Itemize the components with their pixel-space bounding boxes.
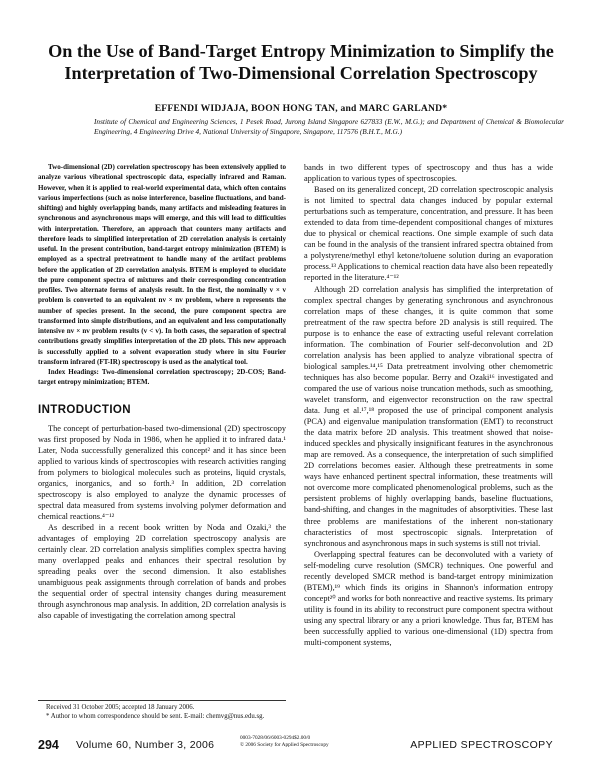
- intro-paragraph-1: The concept of perturbation-based two-dimensional (2D) spectroscopy was first proposed by Noda in 1986, when he applied it to infrared data.¹ Later, Noda successfully generalized this concept² and it has since been applied to various kinds of spectroscopies with research activities ranging from polymers to biological molecules such as proteins, liquid crystals, organics, inorganics, and so forth.³ In addition, 2D correlation spectroscopy is also employed to analyze the dynamic processes of spectral data measured from systems involving polymer deformation and chemical reactions.⁴⁻¹²: [38, 423, 286, 521]
- issn: 0003-7028/06/6003-0294$2.00/0: [240, 735, 311, 741]
- right-paragraph-3: Overlapping spectral features can be deconvoluted with a variety of self-modeling curve resolution (SMCR) techniques. One powerful and recently developed SMCR method is band-target entropy minimization (BTEM),¹⁹ which finds its origins in Shannon's information entropy concept²⁰ and works for both nonreactive and reactive systems. Its primary utility is found in its ability to reconstruct pure component spectra without using any spectral library or any a priori knowledge. Thus far, BTEM has been successfully applied to various one-dimensional (1D) spectra from multi-component systems,: [304, 549, 553, 648]
- index-headings: [38, 367, 286, 388]
- index-terms: Two-dimensional correlation spectroscopy; 2D-COS; Band-target entropy minimization; BTEM.: [38, 368, 286, 387]
- intro-paragraph-2: As described in a recent book written by Noda and Ozaki,³ the advantages of employing 2D correlation spectroscopy analysis are certainly clear. 2D correlation analysis simplifies complex spectra having many overlapped peaks and enhances their spectral resolution by spreading peaks over the second dimension. It also establishes unambiguous peak assignments through correlation of bands and probes the sequential order of spectral intensity changes during measurement through asynchronous map analysis. In addition, 2D correlation analysis is also capable of investigating the correlation among spectral: [38, 522, 286, 621]
- publisher-info: [240, 735, 329, 749]
- page-footer: [38, 735, 553, 755]
- author-list: EFFENDI WIDJAJA, BOON HONG TAN, and MARC GARLAND*: [154, 103, 448, 114]
- footnotes: [38, 700, 286, 721]
- footnote-received: Received 31 October 2005; accepted 18 January 2006.: [46, 704, 195, 711]
- right-paragraph-0: bands in two different types of spectroscopy and thus has a wide application to various types of spectroscopies.: [304, 163, 553, 184]
- left-column: [38, 162, 286, 621]
- copyright: © 2006 Society for Applied Spectroscopy: [240, 742, 329, 749]
- affiliation: Institute of Chemical and Engineering Sciences, 1 Pesek Road, Jurong Island Singapore 627833 (E.W., M.G.); and Department of Chemical & Biomolecular Engineering, 4 Engineering Drive 4, National University of Singapore, Singapore, 117576 (B.H.T., M.G.): [94, 117, 564, 136]
- intro-heading: INTRODUCTION: [38, 403, 131, 416]
- index-label: Index Headings:: [48, 368, 99, 376]
- right-column: [304, 162, 553, 648]
- right-paragraph-2: Although 2D correlation analysis has simplified the interpretation of complex spectral changes by generating synchronous and asynchronous correlation maps of these changes, it is quite common that some pretreatment of the raw spectra before 2D analysis is still required. The purpose is to enhance the ease of extracting useful relevant correlation information. The combination of Fourier self-deconvolution and 2D correlation analysis has been applied to analyze vibrational spectra of biological samples.¹⁴,¹⁵ Data pretreatment involving other chemometric techniques has also become popular. Berry and Ozaki¹⁶ investigated and compared the use of various noise truncation methods, such as smoothing, wavelet transform, and eigenvector reconstruction on the raw spectral data. Jung et al.¹⁷,¹⁸ proposed the use of principal component analysis (PCA) and eigenvalue manipulation transformation (EMT) to reconstruct the data matrix before 2D analysis. This treatment showed that noise-induced speckles and physically insignificant features in the asynchronous map are removed. As a consequence, the interpretation of such simplified 2D correlations becomes easier. Although these pretreatments in some ways have enhanced pertinent spectral information, these treatments will not overcome more complicated phenomenological problems, such as the persistent problems of highly overlapping bands, baseline fluctuations, band-shifting, and changes in the magnitudes of absorptivities. These last three problems are manifestations of the inherent non-stationary characteristics of most spectroscopic signals. Interpretation of synchronous and asynchronous maps in such systems is still not trivial.: [304, 284, 553, 548]
- journal-name: APPLIED SPECTROSCOPY: [410, 739, 553, 751]
- volume-info: Volume 60, Number 3, 2006: [76, 739, 215, 751]
- right-paragraph-1: Based on its generalized concept, 2D correlation spectroscopic analysis is not limited to spectral data changes induced by popular external perturbations such as temperature, concentration, and pressure. It has been extended to data from time-dependent compositional changes of mixtures due to physical or chemical reactions. One simple example of such data can be found in the analysis of the transient infrared spectra obtained from a polystyrene/methyl ethyl ketone/toluene solution during an evaporation process.¹³ Applications to chemical reaction data have also been repeatedly reported in the literature.⁴⁻¹²: [304, 185, 553, 283]
- page-number: 294: [38, 738, 59, 752]
- footnote-author: * Author to whom correspondence should be sent. E-mail: chemvg@nus.edu.sg.: [46, 712, 265, 720]
- abstract: Two-dimensional (2D) correlation spectroscopy has been extensively applied to analyze various vibrational spectroscopic data, especially infrared and Raman. However, when it is applied to real-world experimental data, which often contains various imperfections (such as noise interference, baseline fluctuations, and band-shifting) and highly overlapping bands, many artifacts and misleading features in synchronous and asynchronous maps will emerge, and this will lead to difficulties with interpretation. Therefore, an approach that counters many artifacts and therefore leads to simplified interpretation of 2D correlation analysis is certainly useful. In the present contribution, band-target entropy minimization (BTEM) is employed as a spectral pretreatment to handle many of the artifact problems before the application of 2D correlation analysis. BTEM is employed to elucidate the pure component spectra of mixtures and their corresponding concentration profiles. Two alternate forms of analysis result. In the first, the nominally v × v problem is converted to an equivalent nv × nv problem, where n represents the number of species present. In the second, the pure component spectra are transformed into simple distributions, and an equivalent and less computationally intensive nv × nv problem results (v < v). In both cases, the separation of spectral contributions greatly simplifies interpretation of the 2D plots. This new approach is successfully applied to a solvent evaporation study where in situ Fourier transform infrared (FT-IR) spectroscopy is used as the analytical tool.: [38, 163, 286, 366]
- article-title: On the Use of Band-Target Entropy Minimization to Simplify the Interpretation of Two-Dimensional Correlation Spectroscopy: [48, 41, 554, 83]
